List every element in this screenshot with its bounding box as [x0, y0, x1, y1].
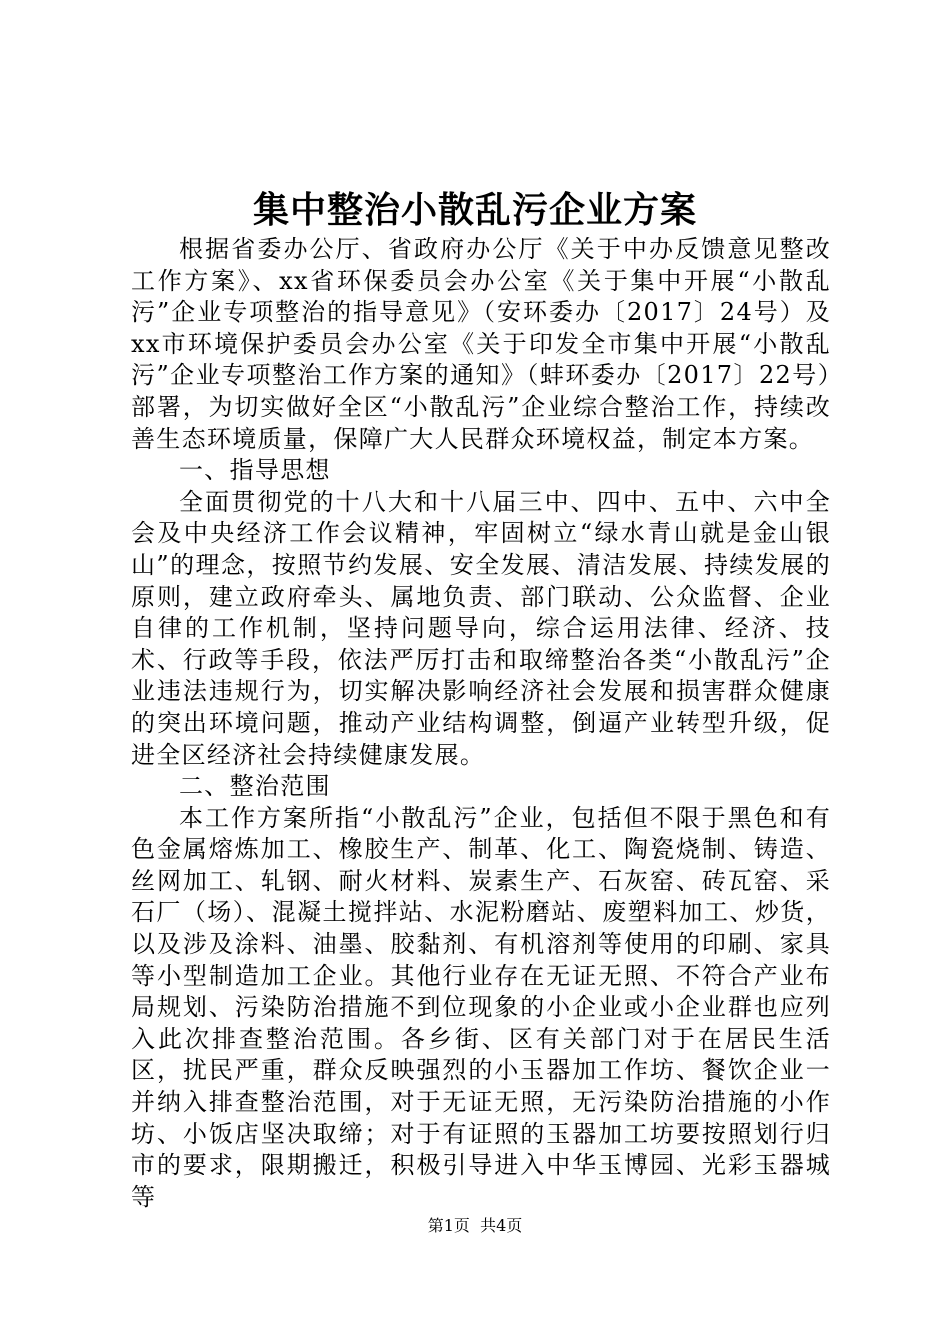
page-footer	[0, 1214, 950, 1238]
page-total: 共4页	[480, 1216, 523, 1235]
paragraph-scope: 本工作方案所指“小散乱污”企业，包括但不限于黑色和有色金属熔炼加工、橡胶生产、制革、化工、陶瓷烧制、铸造、丝网加工、轧钢、耐火材料、炭素生产、石灰窑、砖瓦窑、采石厂（场）、混凝土搅拌站、水泥粉磨站、废塑料加工、炒货，以及涉及涂料、油墨、胶黏剂、有机溶剂等使用的印刷、家具等小型制造加工企业。其他行业存在无证无照、不符合产业布局规划、污染防治措施不到位现象的小企业或小企业群也应列入此次排查整治范围。各乡街、区有关部门对于在居民生活区，扰民严重，群众反映强烈的小玉器加工作坊、餐饮企业一并纳入排查整治范围，对于无证无照，无污染防治措施的小作坊、小饭店坚决取缔；对于有证照的玉器加工坊要按照划行归市的要求，限期搬迁，积极引导进入中华玉博园、光彩玉器城等	[131, 803, 831, 1211]
section-heading-guiding-thought: 一、指导思想	[179, 456, 331, 485]
paragraph-guiding-thought: 全面贯彻党的十八大和十八届三中、四中、五中、六中全会及中央经济工作会议精神，牢固树立“绿水青山就是金山银山”的理念，按照节约发展、安全发展、清洁发展、持续发展的原则，建立政府牵头、属地负责、部门联动、公众监督、企业自律的工作机制，坚持问题导向，综合运用法律、经济、技术、行政等手段，依法严厉打击和取缔整治各类“小散乱污”企业违法违规行为，切实解决影响经济社会发展和损害群众健康的突出环境问题，推动产业结构调整，倒逼产业转型升级，促进全区经济社会持续健康发展。	[131, 487, 831, 769]
page-number: 第1页	[427, 1216, 470, 1235]
document-title: 集中整治小散乱污企业方案	[252, 189, 697, 231]
section-heading-scope: 二、整治范围	[179, 772, 331, 801]
paragraph-intro: 根据省委办公厅、省政府办公厅《关于中办反馈意见整改工作方案》、xx省环保委员会办公室《关于集中开展“小散乱污”企业专项整治的指导意见》（安环委办〔2017〕24号）及xx市环境保护委员会办公室《关于印发全市集中开展“小散乱污”企业专项整治工作方案的通知》（蚌环委办〔2017〕22号）部署，为切实做好全区“小散乱污”企业综合整治工作，持续改善生态环境质量，保障广大人民群众环境权益，制定本方案。	[131, 235, 831, 453]
document-body	[131, 234, 831, 1213]
